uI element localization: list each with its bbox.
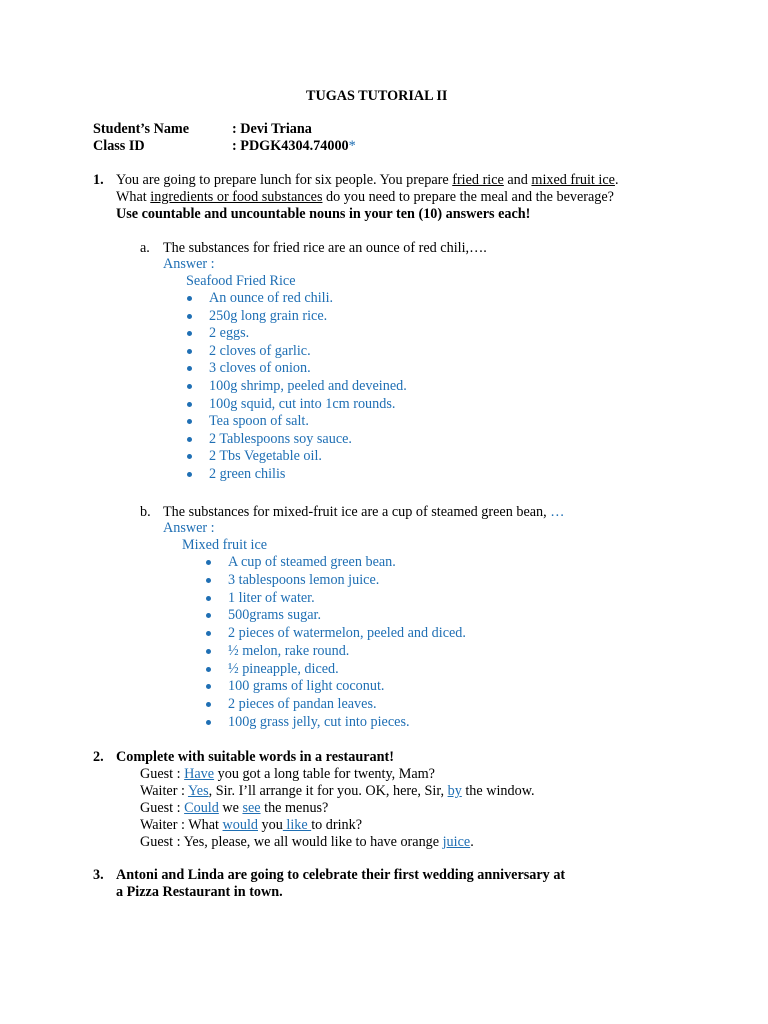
ingredient-item: 3 cloves of onion. [209,360,311,377]
student-name-value: : Devi Triana [232,121,312,137]
bullet-icon [206,684,211,689]
dialog-text: we [218,800,243,816]
ingredient-item: 2 Tablespoons soy sauce. [209,430,352,447]
bullet-icon [206,631,211,636]
ingredient-item: A cup of steamed green bean. [228,554,396,570]
ingredient-item: 100 grams of light coconut. [228,678,385,695]
q1a-heading: Seafood Fried Rice [186,273,296,289]
q1a-answer-label: Answer : [163,256,215,272]
ingredient-item: An ounce of red chili. [209,290,334,306]
ingredient-item: 100g shrimp, peeled and deveined. [209,378,407,394]
ingredient-item: ½ melon, rake round. [228,642,350,659]
q1-line-2: What ingredients or food substances do you need to prepare the meal and the beverage? [116,189,614,205]
q1a-prompt: The substances for fried rice are an ounce of red chili,…. [163,240,487,256]
q1b-answer-label: Answer : [163,520,215,536]
ingredient-item: 2 eggs. [209,325,250,342]
bullet-icon [206,667,211,672]
dialog-answer-word: juice [442,834,471,850]
dialog-speaker: Waiter : [140,817,189,833]
bullet-icon [206,649,211,654]
dialog-answer-word: Yes [187,783,209,799]
dialog-text: the menus? [260,800,329,816]
bullet-icon [187,314,192,319]
bullet-icon [187,384,192,389]
ingredient-item: 2 Tbs Vegetable oil. [209,448,322,465]
dialog-text: to drink? [311,817,363,833]
q1-underline-mixed-fruit-ice: mixed fruit ice [531,172,615,188]
q1-underline-ingredients: ingredients or food substances [150,189,323,205]
dialog-line [140,817,362,834]
dialog-speaker: Guest : [140,766,185,782]
class-id-row [232,138,356,155]
q3-line-2: a Pizza Restaurant in town. [116,884,283,900]
dialog-answer-word: would [222,817,258,833]
bullet-icon [187,349,192,354]
q1-instruction: Use countable and uncountable nouns in your ten (10) answers each! [116,206,531,222]
dialog-answer-word: see [242,800,261,816]
dialog-line [140,783,535,800]
ingredient-item: 250g long grain rice. [209,307,328,324]
bullet-icon [187,402,192,407]
ingredient-item: Tea spoon of salt. [209,413,309,430]
dialog-text: , Sir. I’ll arrange it for you. OK, here, Sir, [208,783,448,799]
q1b-marker: b. [140,504,151,520]
bullet-icon [206,720,211,725]
ingredient-item: 100g grass jelly, cut into pieces. [228,713,410,730]
bullet-icon [206,560,211,565]
dialog-speaker: Guest : [140,800,185,816]
class-id-label: Class ID [93,138,145,154]
dialog-speaker: Guest : [140,834,184,850]
q1-underline-fried-rice: fried rice [452,172,504,188]
bullet-icon [187,419,192,424]
bullet-icon [206,613,211,618]
ingredient-item: 2 green chilis [209,466,286,482]
q3-number: 3. [93,867,104,883]
q1-line-1: You are going to prepare lunch for six people. You prepare fried rice and mixed fruit ice. [116,172,619,188]
dialog-text: Yes, please, we all would like to have orange [183,834,443,850]
dialog-line [140,766,435,783]
bullet-icon [187,296,192,301]
dialog-speaker: Waiter : [140,783,188,799]
dialog-answer-word: by [447,783,462,799]
q1b-heading: Mixed fruit ice [182,537,268,553]
q1-number: 1. [93,172,104,188]
student-name-label: Student’s Name [93,121,190,137]
q1b-prompt: The substances for mixed-fruit ice are a cup of steamed green bean, [163,504,551,520]
dialog-line [140,834,474,851]
q2-instruction: Complete with suitable words in a restaurant! [116,749,394,765]
ingredient-item: 3 tablespoons lemon juice. [228,571,380,588]
ingredient-item: 100g squid, cut into 1cm rounds. [209,395,396,412]
dialog-text: you [258,817,283,833]
q1b-prompt-tail: … [550,504,565,520]
bullet-icon [187,331,192,336]
dialog-text: the window. [461,783,535,799]
bullet-icon [206,578,211,583]
dialog-answer-word: Could [184,800,219,816]
dialog-answer-word: Have [184,766,215,782]
bullet-icon [206,702,211,707]
bullet-icon [187,366,192,371]
dialog-line [140,800,328,817]
ingredient-item: 1 liter of water. [228,589,315,606]
dialog-answer-word: like [282,817,312,833]
ingredient-item: ½ pineapple, diced. [228,660,339,677]
class-id-mark: * [348,138,356,154]
dialog-text: What [188,817,223,833]
bullet-icon [206,596,211,601]
ingredient-item: 2 pieces of pandan leaves. [228,696,377,712]
q3-line-1: Antoni and Linda are going to celebrate their first wedding anniversary at [116,867,566,883]
q1b-prompt-line [163,504,564,521]
bullet-icon [187,472,192,477]
document-title: TUGAS TUTORIAL II [306,88,448,104]
bullet-icon [187,437,192,442]
q2-number: 2. [93,749,104,765]
q1a-marker: a. [140,240,150,256]
dialog-text: you got a long table for twenty, Mam? [214,766,435,782]
ingredient-item: 2 pieces of watermelon, peeled and diced. [228,625,466,641]
class-id-value: : PDGK4304.74000 [232,138,349,154]
bullet-icon [187,454,192,459]
dialog-text: . [470,834,474,850]
ingredient-item: 2 cloves of garlic. [209,342,311,359]
ingredient-item: 500grams sugar. [228,607,321,624]
